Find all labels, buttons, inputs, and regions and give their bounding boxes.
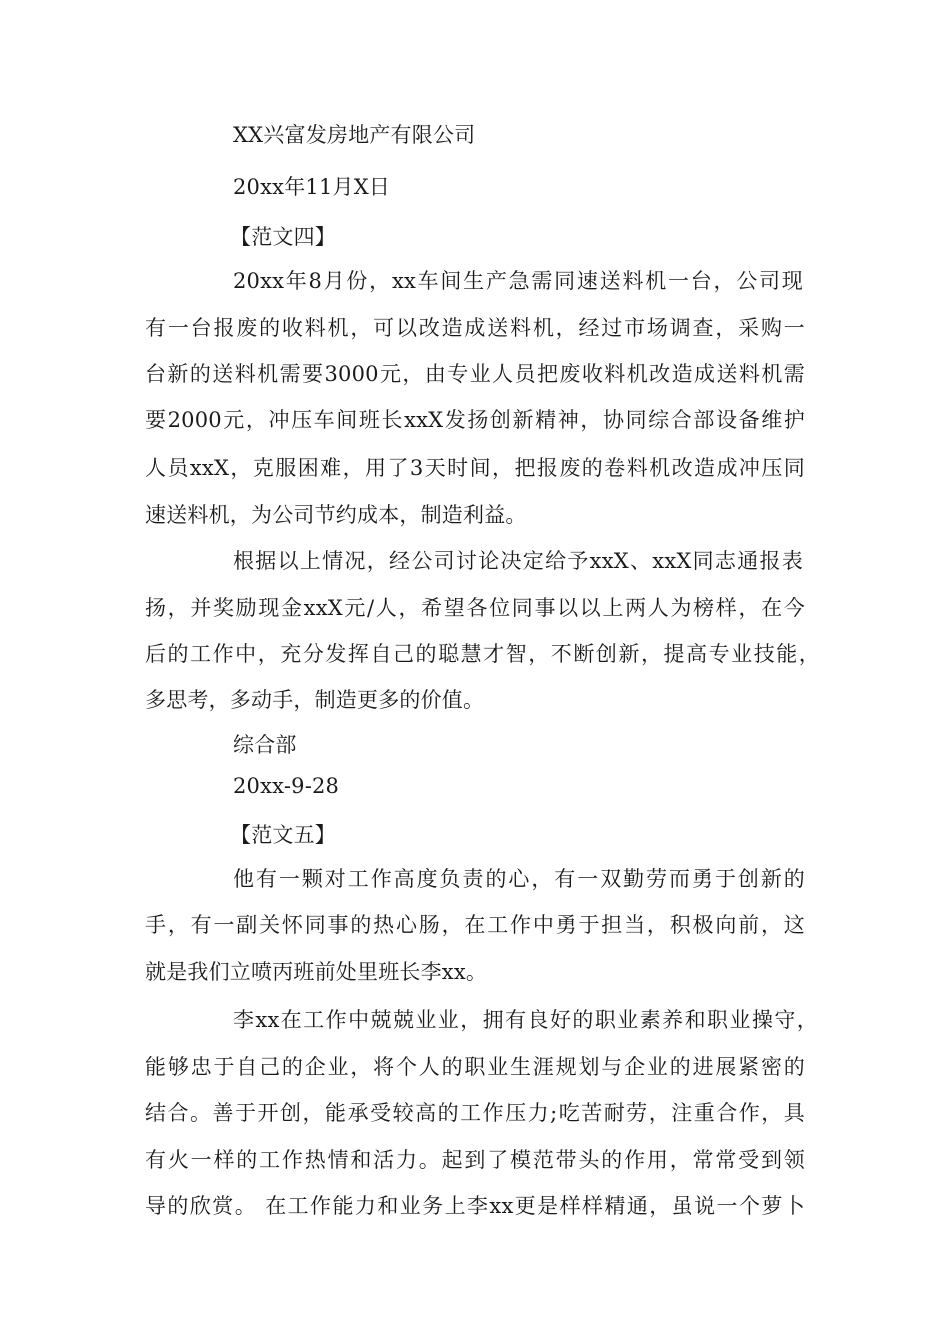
section-title-4: 【范文四】 <box>230 225 336 249</box>
paragraph-line: 台新的送料机需要3000元，由专业人员把废收料机改造成送料机需 <box>145 362 805 386</box>
paragraph-line: 20xx年8月份，xx车间生产急需同速送料机一台，公司现 <box>233 269 803 293</box>
paragraph-line: 李xx在工作中兢兢业业，拥有良好的职业素养和职业操守， <box>233 1008 818 1032</box>
paragraph-line: 有火一样的工作热情和活力。起到了模范带头的作用，常常受到领 <box>145 1148 805 1172</box>
paragraph-line: 结合。善于开创，能承受较高的工作压力;吃苦耐劳，注重合作，具 <box>145 1101 805 1125</box>
company-name: XX兴富发房地产有限公司 <box>233 123 476 147</box>
date-line: 20xx-9-28 <box>233 774 340 798</box>
paragraph-line: 速送料机，为公司节约成本，制造利益。 <box>145 503 527 527</box>
paragraph-line: 他有一颗对工作高度负责的心，有一双勤劳而勇于创新的 <box>233 867 805 891</box>
paragraph-line: 手，有一副关怀同事的热心肠，在工作中勇于担当，积极向前，这 <box>145 913 805 937</box>
paragraph-line: 后的工作中，充分发挥自己的聪慧才智，不断创新，提高专业技能， <box>145 642 820 666</box>
paragraph-line: 扬，并奖励现金xxX元/人，希望各位同事以以上两人为榜样，在今 <box>145 596 805 620</box>
paragraph-line: 多思考，多动手，制造更多的价值。 <box>145 688 485 712</box>
paragraph-line: 就是我们立喷丙班前处里班长李xx。 <box>145 960 488 984</box>
paragraph-line: 导的欣赏。 在工作能力和业务上李xx更是样样精通，虽说一个萝卜 <box>145 1194 805 1218</box>
paragraph-line: 要2000元，冲压车间班长xxX发扬创新精神，协同综合部设备维护 <box>145 408 805 432</box>
date-line: 20xx年11月X日 <box>233 175 391 199</box>
paragraph-line: 人员xxX，克服困难，用了3天时间，把报废的卷料机改造成冲压同 <box>145 456 805 480</box>
department-name: 综合部 <box>233 733 297 757</box>
paragraph-line: 根据以上情况，经公司讨论决定给予xxX、xxX同志通报表 <box>233 549 803 573</box>
paragraph-line: 能够忠于自己的企业，将个人的职业生涯规划与企业的进展紧密的 <box>145 1055 805 1079</box>
paragraph-line: 有一台报废的收料机，可以改造成送料机，经过市场调查，采购一 <box>145 316 805 340</box>
section-title-5: 【范文五】 <box>230 823 336 847</box>
